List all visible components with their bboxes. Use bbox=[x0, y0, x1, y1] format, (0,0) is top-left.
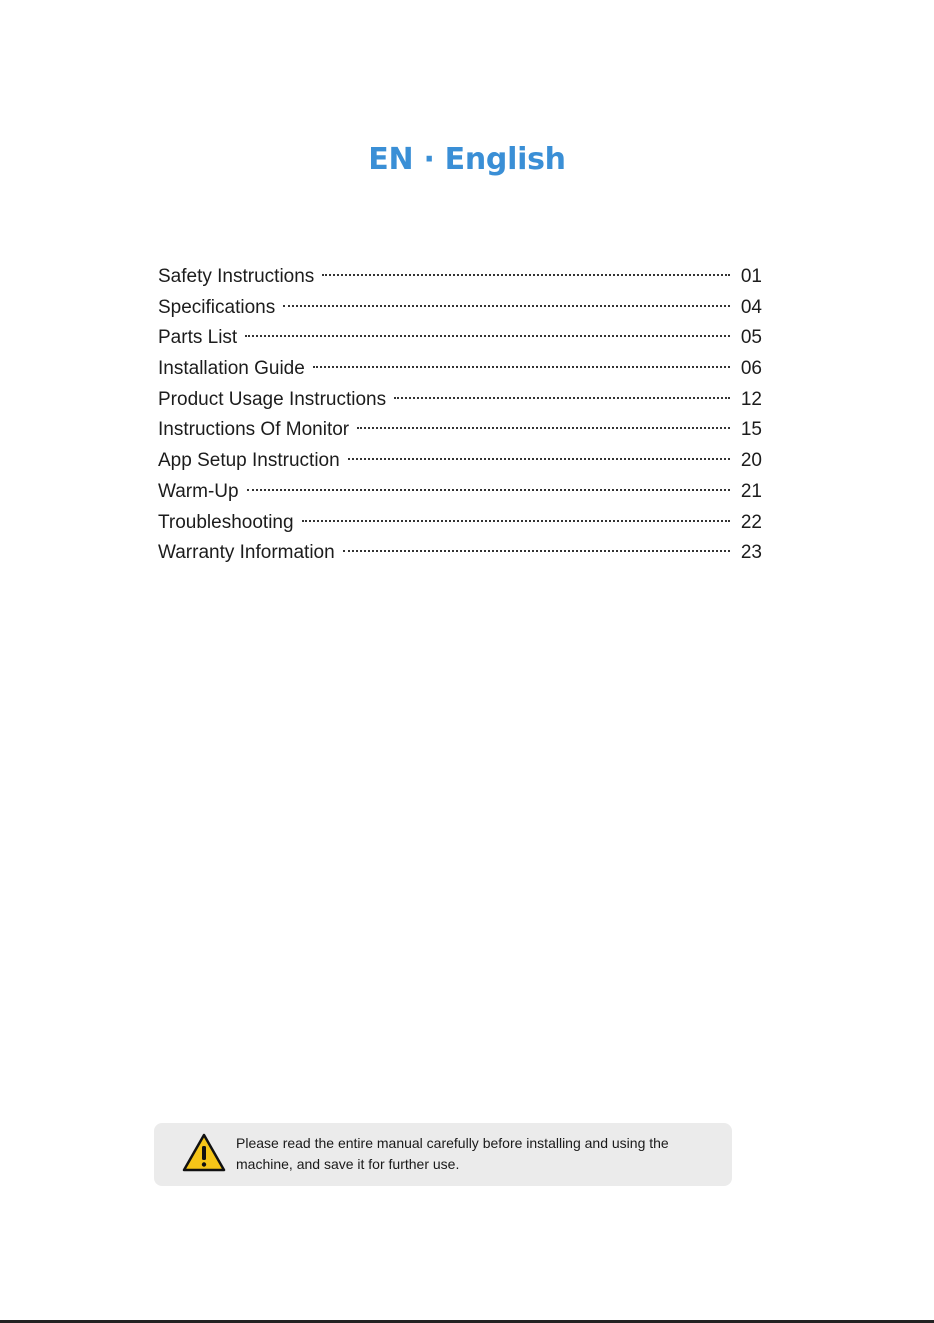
toc-dot-leader bbox=[283, 305, 730, 307]
toc-entry-page-number: 23 bbox=[740, 542, 762, 564]
toc-dot-leader bbox=[302, 520, 730, 522]
toc-entry[interactable] bbox=[158, 323, 762, 354]
toc-entry-label: Specifications bbox=[158, 296, 276, 318]
toc-entry-page-number: 22 bbox=[740, 511, 762, 533]
warning-icon bbox=[182, 1133, 226, 1173]
toc-entry-label: Installation Guide bbox=[158, 358, 305, 380]
toc-entry-page-number: 04 bbox=[740, 296, 762, 318]
toc-entry[interactable] bbox=[158, 385, 762, 416]
toc-entry-page-number: 15 bbox=[740, 419, 762, 441]
toc-entry-page-number: 05 bbox=[740, 327, 762, 349]
toc-dot-leader bbox=[343, 550, 730, 552]
toc-dot-leader bbox=[245, 335, 730, 337]
toc-entry-label: App Setup Instruction bbox=[158, 450, 340, 472]
toc-entry[interactable] bbox=[158, 354, 762, 385]
toc-dot-leader bbox=[322, 274, 730, 276]
toc-dot-leader bbox=[247, 489, 730, 491]
toc-entry-label: Product Usage Instructions bbox=[158, 388, 387, 410]
toc-entry-label: Troubleshooting bbox=[158, 511, 294, 533]
toc-dot-leader bbox=[357, 427, 730, 429]
toc-entry-label: Warm-Up bbox=[158, 480, 239, 502]
toc-dot-leader bbox=[348, 458, 730, 460]
toc-entry-page-number: 12 bbox=[740, 388, 762, 410]
page-title: EN · English bbox=[368, 142, 566, 177]
toc-entry-page-number: 06 bbox=[740, 358, 762, 380]
toc-dot-leader bbox=[394, 397, 730, 399]
toc-entry-page-number: 01 bbox=[740, 266, 762, 287]
toc-entry-page-number: 20 bbox=[740, 450, 762, 472]
toc-dot-leader bbox=[313, 366, 730, 368]
table-of-contents bbox=[158, 262, 762, 569]
toc-entry[interactable] bbox=[158, 293, 762, 324]
toc-entry-label: Safety Instructions bbox=[158, 266, 315, 287]
toc-entry-label: Instructions Of Monitor bbox=[158, 419, 350, 441]
toc-entry[interactable] bbox=[158, 477, 762, 508]
toc-entry[interactable] bbox=[158, 446, 762, 477]
toc-entry[interactable] bbox=[158, 508, 762, 539]
toc-entry-page-number: 21 bbox=[740, 480, 762, 502]
toc-entry-label: Warranty Information bbox=[158, 542, 335, 564]
notice-text: Please read the entire manual carefully before installing and using the machine, and save it for further use. bbox=[236, 1135, 669, 1172]
manual-notice-box bbox=[154, 1123, 732, 1186]
toc-entry[interactable] bbox=[158, 415, 762, 446]
toc-entry[interactable] bbox=[158, 262, 762, 293]
toc-entry-label: Parts List bbox=[158, 327, 238, 349]
toc-entry[interactable] bbox=[158, 538, 762, 569]
